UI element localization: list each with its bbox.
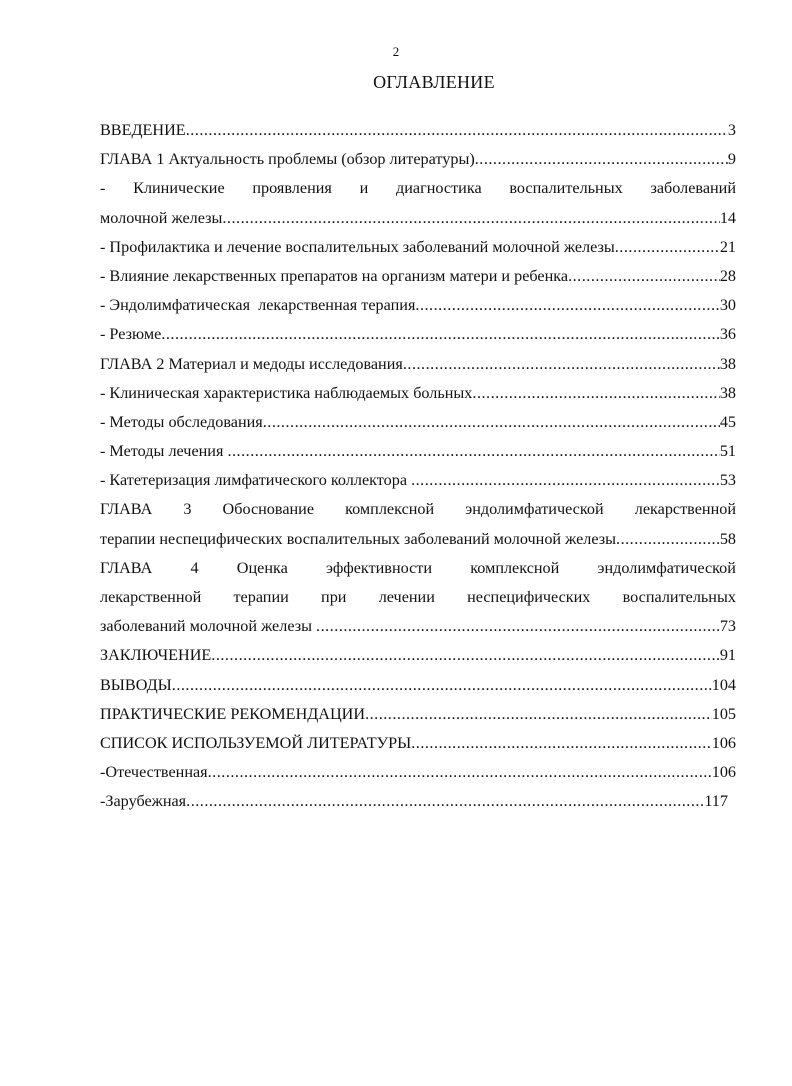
toc-entry-word: проявления (252, 179, 332, 198)
toc-entry-page: 73 (719, 617, 736, 636)
toc-entry-drug-influence[interactable] (100, 262, 736, 291)
toc-entry-word: диагностика (396, 179, 482, 198)
toc-entry-word: ГЛАВА (100, 558, 153, 577)
toc-entry-word: ГЛАВА (100, 500, 153, 519)
toc-entry-word: Клинические (133, 179, 225, 198)
toc-entry-word: лечении (378, 588, 435, 606)
toc-entry-page: 53 (719, 471, 736, 490)
toc-leader-dots (263, 408, 720, 437)
toc-entry-page: 106 (711, 763, 736, 782)
toc-entry-domestic-references[interactable] (100, 758, 736, 787)
toc-entry-page: 91 (719, 646, 736, 665)
toc-entry-label: ПРАКТИЧЕСКИЕ РЕКОМЕНДАЦИИ (100, 704, 366, 723)
toc-entry-word: и (359, 179, 369, 198)
toc-entry-label: - Эндолимфатическая лекарственная терапия (100, 296, 416, 315)
toc-entry-summary[interactable] (100, 320, 736, 349)
toc-entry-findings[interactable] (100, 671, 736, 700)
toc-entry-page: 58 (719, 529, 736, 548)
toc-entry-treatment-methods[interactable] (100, 437, 736, 466)
toc-leader-dots (172, 671, 712, 700)
toc-leader-dots (186, 116, 728, 145)
toc-entry-word: комплексной (470, 558, 560, 577)
toc-entry-word: воспалительных (509, 179, 623, 198)
toc-entry-page: 45 (719, 412, 736, 431)
toc-entry-page: 21 (719, 237, 736, 256)
toc-entry-word: 4 (190, 558, 199, 577)
toc-leader-dots (186, 787, 704, 816)
page-number: 2 (392, 44, 400, 59)
toc-entry-endolymphatic-therapy[interactable] (100, 291, 736, 320)
toc-entry-line (100, 583, 736, 612)
toc-entry-chapter-1[interactable] (100, 145, 736, 174)
toc-entry-word: Оценка (236, 558, 288, 577)
toc-leader-dots (411, 729, 712, 758)
toc-entry-foreign-references[interactable] (100, 787, 728, 816)
toc-entry-page: 9 (727, 150, 736, 169)
toc-entry-page: 105 (711, 704, 736, 723)
toc-entry-examination-methods[interactable] (100, 408, 736, 437)
toc-entry-page: 38 (719, 383, 736, 402)
page-title: ОГЛАВЛЕНИЕ (373, 72, 495, 92)
toc-leader-dots (415, 291, 719, 320)
toc-entry-page: 36 (719, 325, 736, 344)
table-of-contents (100, 116, 736, 817)
toc-entry-page: 30 (719, 296, 736, 315)
toc-entry-page: 51 (719, 442, 736, 461)
toc-entry-line (100, 554, 736, 583)
toc-entry-label: - Методы лечения (100, 442, 228, 461)
toc-entry-label: - Профилактика и лечение воспалительных заболеваний молочной железы (100, 237, 615, 256)
toc-leader-dots (472, 379, 719, 408)
toc-entry-label: ЗАКЛЮЧЕНИЕ (100, 646, 212, 665)
toc-entry-label: -Отечественная (100, 763, 208, 782)
toc-entry-chapter-2[interactable] (100, 350, 736, 379)
toc-entry-word: при (321, 588, 347, 606)
toc-entry-references[interactable] (100, 729, 736, 758)
toc-entry-page: 106 (711, 733, 736, 752)
toc-entry-label: терапии неспецифических воспалительных заболеваний молочной железы (100, 529, 617, 548)
toc-entry-word: комплексной (345, 500, 435, 519)
toc-leader-dots (208, 758, 712, 787)
toc-entry-word: эндолимфатической (597, 558, 736, 577)
toc-entry-label: заболеваний молочной железы (100, 617, 317, 636)
toc-leader-dots (411, 466, 720, 495)
toc-entry-word: эффективности (326, 558, 433, 577)
toc-entry-page: 117 (704, 792, 728, 811)
toc-entry-label: -Зарубежная (100, 792, 187, 811)
toc-entry-chapter-3[interactable] (100, 525, 736, 554)
toc-entry-label: - Методы обследования (100, 412, 263, 431)
toc-leader-dots (227, 437, 719, 466)
toc-entry-clinical-manifestations[interactable] (100, 204, 736, 233)
toc-leader-dots (365, 700, 712, 729)
toc-entry-chapter-4[interactable] (100, 612, 736, 641)
toc-entry-catheterization[interactable] (100, 466, 736, 495)
toc-entry-label: - Катетеризация лимфатического коллектора (100, 471, 412, 490)
toc-entry-label: СПИСОК ИСПОЛЬЗУЕМОЙ ЛИТЕРАТУРЫ (100, 733, 412, 752)
toc-entry-label: ВВЕДЕНИЕ (100, 121, 186, 139)
toc-entry-label: молочной железы (100, 208, 223, 227)
toc-entry-page: 14 (719, 208, 736, 227)
toc-entry-word: 3 (183, 500, 192, 519)
toc-entry-word: лекарственной (634, 500, 736, 519)
toc-leader-dots (222, 204, 719, 233)
toc-entry-label: - Влияние лекарственных препаратов на организм матери и ребенка (100, 266, 569, 285)
toc-leader-dots (161, 320, 720, 349)
toc-leader-dots (475, 145, 728, 174)
toc-entry-word: воспалительных (622, 588, 736, 606)
toc-leader-dots (211, 641, 720, 670)
toc-entry-word: Обоснование (222, 500, 315, 519)
toc-entry-clinical-characteristics[interactable] (100, 379, 736, 408)
toc-entry-label: - Клиническая характеристика наблюдаемых больных (100, 383, 473, 402)
toc-entry-page: 3 (727, 121, 736, 139)
toc-entry-word: заболеваний (650, 179, 736, 198)
toc-entry-line (100, 495, 736, 524)
toc-entry-word: терапии (233, 588, 289, 606)
toc-entry-label: ГЛАВА 2 Материал и медоды исследования (100, 354, 403, 373)
toc-entry-prevention-treatment[interactable] (100, 233, 736, 262)
toc-entry-recommendations[interactable] (100, 700, 736, 729)
toc-entry-page: 104 (711, 675, 736, 694)
toc-entry-label: ГЛАВА 1 Актуальность проблемы (обзор литературы) (100, 150, 475, 169)
toc-entry-introduction[interactable] (100, 116, 736, 145)
toc-entry-label: ВЫВОДЫ (100, 675, 172, 694)
toc-leader-dots (568, 262, 720, 291)
toc-entry-word: эндолимфатической (465, 500, 604, 519)
toc-leader-dots (616, 525, 720, 554)
toc-leader-dots (316, 612, 720, 641)
toc-entry-conclusion[interactable] (100, 641, 736, 670)
toc-entry-page: 28 (719, 266, 736, 285)
toc-leader-dots (615, 233, 720, 262)
toc-leader-dots (403, 350, 720, 379)
toc-entry-word: - (100, 179, 106, 198)
toc-entry-page: 38 (719, 354, 736, 373)
toc-entry-line (100, 174, 736, 203)
toc-entry-word: неспецифических (467, 588, 591, 606)
toc-entry-word: лекарственной (100, 588, 202, 606)
toc-entry-label: - Резюме (100, 325, 162, 344)
